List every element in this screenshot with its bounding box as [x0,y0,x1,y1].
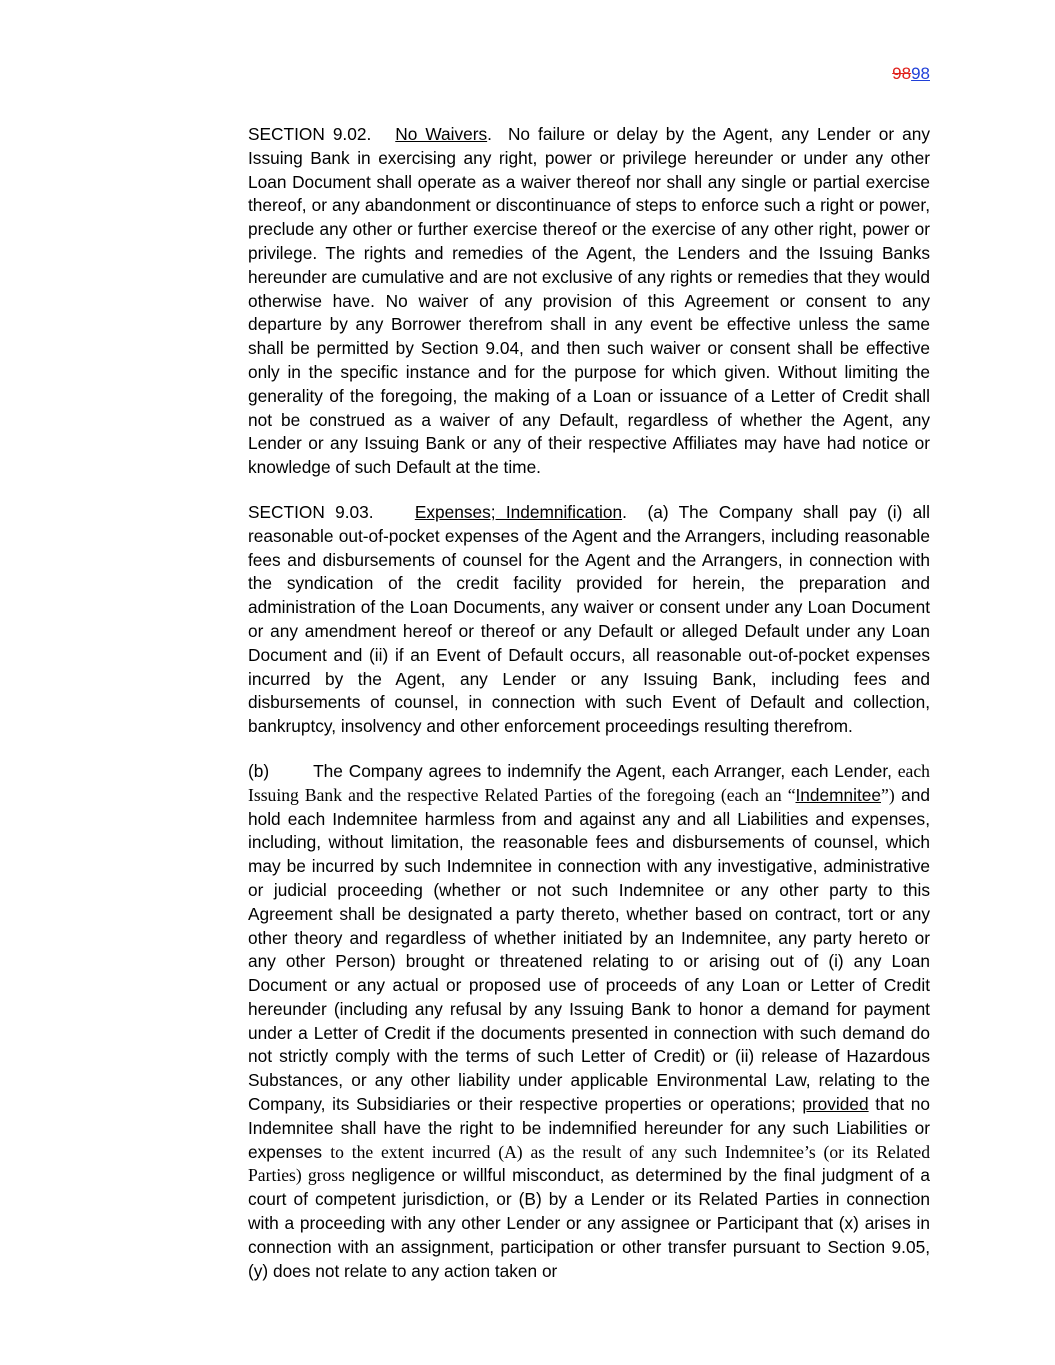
proviso-provided: provided [802,1094,869,1115]
section-9-02-title: No Waivers [395,124,488,144]
paragraph-b-text-6: negligence or willful misconduct, as determined by the final judgment of a court of competent jurisdiction, or (B) by a Lender or its Related Parties in connection with a proceeding with any other Lender or any assignee or Participant that (x) arises in connection with an assignment, participation or other transfer pursuant to Section 9.05, (y) does not relate to any action taken or [248,1165,930,1281]
section-9-03-heading: SECTION 9.03. [248,501,374,522]
paragraph-b [124,760,930,1284]
section-9-03-title-end: . [622,501,627,522]
paragraph-b-text-5: to the extent incurred (A) as the result of any such Indemnitee’s (or its Related Parties) gross [248,1141,930,1186]
page-number-inserted: 98 [911,64,930,83]
paragraph-b-label: (b) [248,760,270,781]
section-9-03 [124,501,930,739]
paragraph-b-text-4: that no Indemnitee shall have the right to be indemnified hereunder for any such Liabilities or expenses [248,1094,930,1162]
page-number [892,63,930,85]
section-9-02-heading: SECTION 9.02. [248,124,372,144]
section-9-03-title: Expenses; Indemnification [414,501,623,522]
paragraph-b-text-2: each Issuing Bank and the respective Related Parties of the foregoing (each an “ [248,760,930,805]
defined-term-indemnitee: Indemnitee [795,784,882,805]
paragraph-b-text-2-close: ”) [881,784,895,805]
section-9-02-title-end: . [487,124,492,144]
section-9-02 [124,123,930,480]
paragraph-b-text-3: and hold each Indemnitee harmless from and against any and all Liabilities and expenses, including, without limitation, the reasonable fees and disbursements of counsel, which may be incurred by such Indemnitee in connection with any investigative, administrative or judicial proceeding (whether or not such Indemnitee or any other party to this Agreement shall be designated a party thereto, whether based on contract, tort or any other theory and regardless of whether initiated by an Indemnitee, any party hereto or any other Person) brought or threatened relating to or arising out of (i) any Loan Document or any actual or proposed use of proceeds of any Loan or Letter of Credit hereunder (including any refusal by any Issuing Bank to honor a demand for payment under a Letter of Credit if the documents presented in connection with such demand do not strictly comply with the terms of such Letter of Credit) or (ii) release of Hazardous Substances, or any other liability under applicable Environmental Law, relating to the Company, its Subsidiaries or their respective properties or operations; [248,784,930,1115]
section-9-03-body-a: (a) The Company shall pay (i) all reasonable out-of-pocket expenses of the Agent and the Arrangers, including reasonable fees and disbursements of counsel for the Agent and the Arrangers, in connection with the syndication of the credit facility provided for herein, the preparation and administration of the Loan Documents, any waiver or consent under any Loan Document or any amendment hereof or thereof or any Default or alleged Default under any Loan Document and (ii) if an Event of Default occurs, all reasonable out-of-pocket expenses incurred by the Agent, any Lender or any Issuing Bank, including fees and disbursements of counsel, in connection with such Event of Default and collection, bankruptcy, insolvency and other enforcement proceedings resulting therefrom. [248,501,930,737]
section-9-02-body: No failure or delay by the Agent, any Lender or any Issuing Bank in exercising any right, power or privilege hereunder or under any other Loan Document shall operate as a waiver thereof nor shall any single or partial exercise thereof, or any abandonment or discontinuance of steps to enforce such a right or power, preclude any other or further exercise thereof or the exercise of any other right, power or privilege. The rights and remedies of the Agent, the Lenders and the Issuing Banks hereunder are cumulative and are not exclusive of any rights or remedies that they would otherwise have. No waiver of any provision of this Agreement or consent to any departure by any Borrower therefrom shall in any event be effective unless the same shall be permitted by Section 9.04, and then such waiver or consent shall be effective only in the specific instance and for the purpose for which given. Without limiting the generality of the foregoing, the making of a Loan or issuance of a Letter of Credit shall not be construed as a waiver of any Default, regardless of whether the Agent, any Lender or any Issuing Bank or any of their respective Affiliates may have had notice or knowledge of such Default at the time. [248,124,930,478]
document-body [124,123,930,1304]
page-number-deleted: 98 [892,64,912,83]
paragraph-b-text-1: The Company agrees to indemnify the Agent, each Arranger, each Lender, [313,760,892,781]
